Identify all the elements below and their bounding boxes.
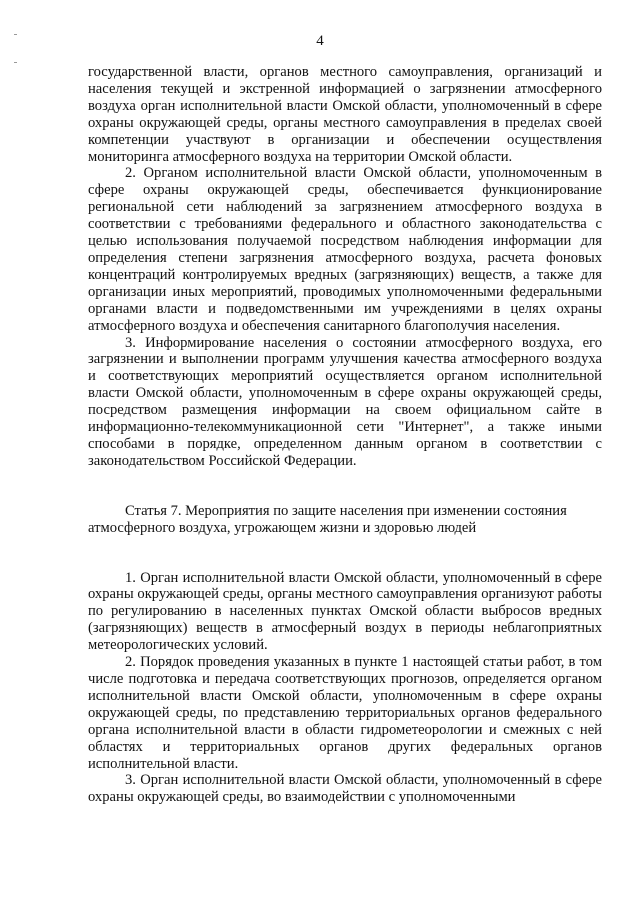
article-7-paragraph-1: 1. Орган исполнительной власти Омской области, уполномоченный в сфере охраны окружающей среды, органы местного самоуправления организуют работы по регулированию в населенных пунктах Омской области выбросов вредных (загрязняющих) веществ в атмосферный воздух в периоды неблагоприятных метеорологических условий. [88,569,602,654]
article-7-heading: Статья 7. Мероприятия по защите населения при изменении состояния атмосферного воздуха, угрожающем жизни и здоровью людей [88,502,567,536]
margin-mark [14,62,17,63]
paragraph-2: 2. Органом исполнительной власти Омской области, уполномоченным в сфере охраны окружающей среды, обеспечивается функционирование региональной сети наблюдений за загрязнением атмосферного воздуха в соответствии с требованиями федерального и областного законодательства с целью использования получаемой посредством наблюдения информации для определения степени загрязнения атмосферного воздуха, расчета фоновых концентраций контролируемых вредных (загрязняющих) веществ, а также для организации иных мероприятий, проводимых уполномоченными федеральными органами власти и подведомственными им учреждениями в целях охраны атмосферного воздуха и обеспечения санитарного благополучия населения. [88,165,602,334]
paragraph-continuation: государственной власти, органов местного самоуправления, организаций и населения текущей и экстренной информацией о загрязнении атмосферного воздуха орган исполнительной власти Омской области, уполномоченный в сфере охраны окружающей среды, органы местного самоуправления в пределах своей компетенции участвуют в организации и обеспечении осуществления мониторинга атмосферного воздуха на территории Омской области. [88,64,602,165]
document-body [88,64,602,806]
page-number: 4 [316,33,324,49]
article-7-paragraph-2: 2. Порядок проведения указанных в пункте 1 настоящей статьи работ, в том числе подготовка и передача соответствующих прогнозов, определяется органом исполнительной власти Омской области, уполномоченным в сфере охраны окружающей среды, по представлению территориальных органов федерального органа исполнительной власти в области гидрометеорологии и смежных с ней областях и территориальных органов других федеральных органов исполнительной власти. [88,654,602,772]
article-7-paragraph-3: 3. Орган исполнительной власти Омской области, уполномоченный в сфере охраны окружающей среды, во взаимодействии с уполномоченными [88,772,602,806]
paragraph-3: 3. Информирование населения о состоянии атмосферного воздуха, его загрязнении и выполнении программ улучшения качества атмосферного воздуха и соответствующих мероприятий осуществляется органом исполнительной власти Омской области, уполномоченным в сфере охраны окружающей среды, посредством размещения информации на своем официальном сайте в информационно-телекоммуникационной сети "Интернет", а также иными способами в порядке, определенном данным органом в соответствии с законодательством Российской Федерации. [88,334,602,469]
